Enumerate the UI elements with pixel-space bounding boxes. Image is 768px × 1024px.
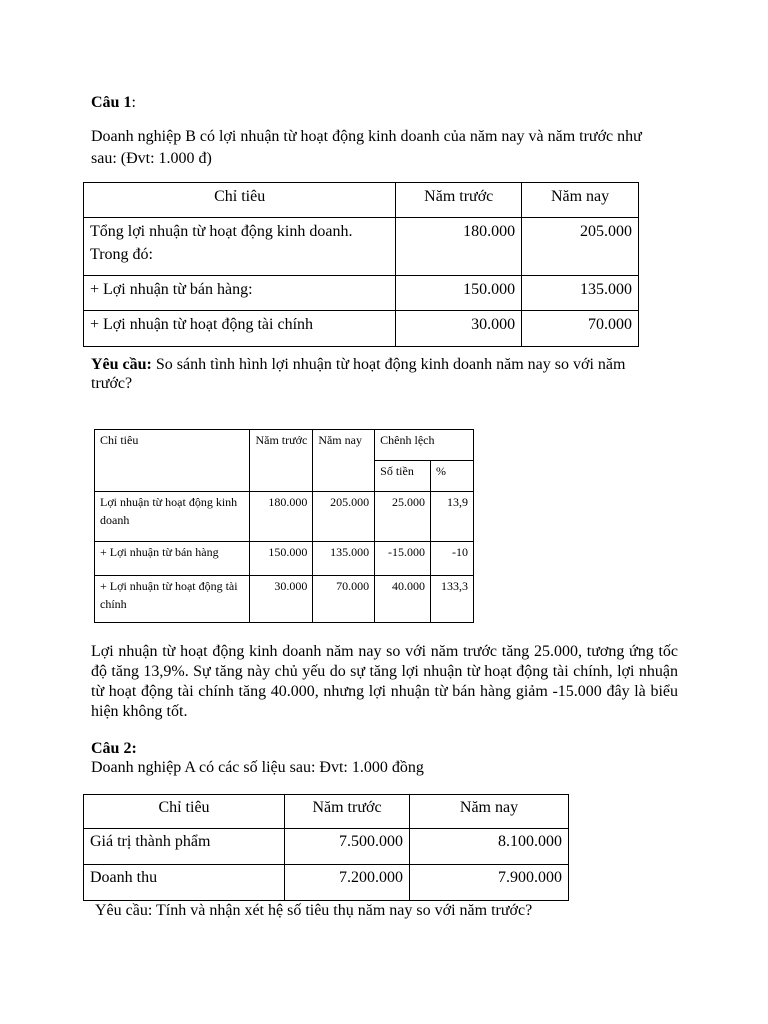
header-indicator: Chỉ tiêu <box>95 430 250 492</box>
table-row <box>95 576 474 623</box>
header-prev-year: Năm trước <box>396 183 522 218</box>
header-curr-year: Năm nay <box>313 430 375 492</box>
requirement-text-line2: trước? <box>91 375 133 392</box>
row-curr: 135.000 <box>313 542 375 576</box>
row-curr: 70.000 <box>522 311 639 347</box>
row-prev: 7.500.000 <box>285 829 410 865</box>
requirement-label: Yêu cầu: <box>91 356 152 373</box>
table-row <box>95 492 474 542</box>
header-indicator: Chỉ tiêu <box>84 183 396 218</box>
row-label: + Lợi nhuận từ bán hàng <box>95 542 250 576</box>
table-header-row <box>84 183 639 218</box>
row-curr: 8.100.000 <box>410 829 569 865</box>
q2-heading: Câu 2: <box>91 740 137 757</box>
table-row <box>84 865 569 901</box>
row-label: Giá trị thành phẩm <box>84 829 285 865</box>
row-label: Lợi nhuận từ hoạt động kinh doanh <box>95 492 250 542</box>
header-indicator: Chỉ tiêu <box>84 795 285 829</box>
row-prev: 30.000 <box>250 576 313 623</box>
q2-requirement: Yêu cầu: Tính và nhận xét hệ số tiêu thụ năm nay so với năm trước? <box>95 902 533 919</box>
row-prev: 180.000 <box>396 218 522 276</box>
row-prev: 7.200.000 <box>285 865 410 901</box>
row-percent: 13,9 <box>431 492 474 542</box>
q1-intro-line2: sau: (Đvt: 1.000 đ) <box>91 150 212 167</box>
row-curr: 205.000 <box>313 492 375 542</box>
row-prev: 150.000 <box>250 542 313 576</box>
table-header-row <box>95 430 474 461</box>
row-prev: 150.000 <box>396 276 522 311</box>
row-label: + Lợi nhuận từ hoạt động tài chính <box>95 576 250 623</box>
table-row <box>84 311 639 347</box>
row-label: Doanh thu <box>84 865 285 901</box>
row-curr: 135.000 <box>522 276 639 311</box>
header-curr-year: Năm nay <box>410 795 569 829</box>
row-amount: 25.000 <box>375 492 431 542</box>
q1-intro <box>91 126 642 170</box>
header-difference: Chênh lệch <box>375 430 474 461</box>
header-amount: Số tiền <box>375 461 431 492</box>
table-header-row <box>84 795 569 829</box>
q1-answer-table <box>94 429 474 623</box>
requirement-text: So sánh tình hình lợi nhuận từ hoạt động kinh doanh năm nay so với năm <box>151 356 626 373</box>
row-curr: 70.000 <box>313 576 375 623</box>
row-percent: 133,3 <box>431 576 474 623</box>
row-percent: -10 <box>431 542 474 576</box>
row-curr: 7.900.000 <box>410 865 569 901</box>
row-amount: -15.000 <box>375 542 431 576</box>
row-curr: 205.000 <box>522 218 639 276</box>
table-row <box>84 829 569 865</box>
header-percent: % <box>431 461 474 492</box>
q1-requirement <box>91 355 625 393</box>
table-row <box>95 542 474 576</box>
q2-intro: Doanh nghiệp A có các số liệu sau: Đvt: 1.000 đồng <box>91 759 424 776</box>
row-label: + Lợi nhuận từ hoạt động tài chính <box>84 311 396 347</box>
row-label: Tổng lợi nhuận từ hoạt động kinh doanh. Trong đó: <box>84 218 396 276</box>
q1-conclusion: Lợi nhuận từ hoạt động kinh doanh năm nay so với năm trước tăng 25.000, tương ứng tốc độ tăng 13,9%. Sự tăng này chủ yếu do sự tăng lợi nhuận từ hoạt động tài chính, lợi nhuận từ hoạt động tài chính tăng 40.000, nhưng lợi nhuận từ bán hàng giảm -15.000 đây là biểu hiện không tốt. <box>91 643 678 720</box>
q1-data-table <box>83 182 639 347</box>
row-amount: 40.000 <box>375 576 431 623</box>
table-row <box>84 218 639 276</box>
table-row <box>84 276 639 311</box>
header-curr-year: Năm nay <box>522 183 639 218</box>
row-prev: 180.000 <box>250 492 313 542</box>
q1-heading: Câu 1: <box>91 94 136 111</box>
row-label: + Lợi nhuận từ bán hàng: <box>84 276 396 311</box>
header-prev-year: Năm trước <box>285 795 410 829</box>
row-prev: 30.000 <box>396 311 522 347</box>
q2-data-table <box>83 794 569 901</box>
header-prev-year: Năm trước <box>250 430 313 492</box>
q1-intro-line1: Doanh nghiệp B có lợi nhuận từ hoạt động kinh doanh của năm nay và năm trước như <box>91 128 642 145</box>
